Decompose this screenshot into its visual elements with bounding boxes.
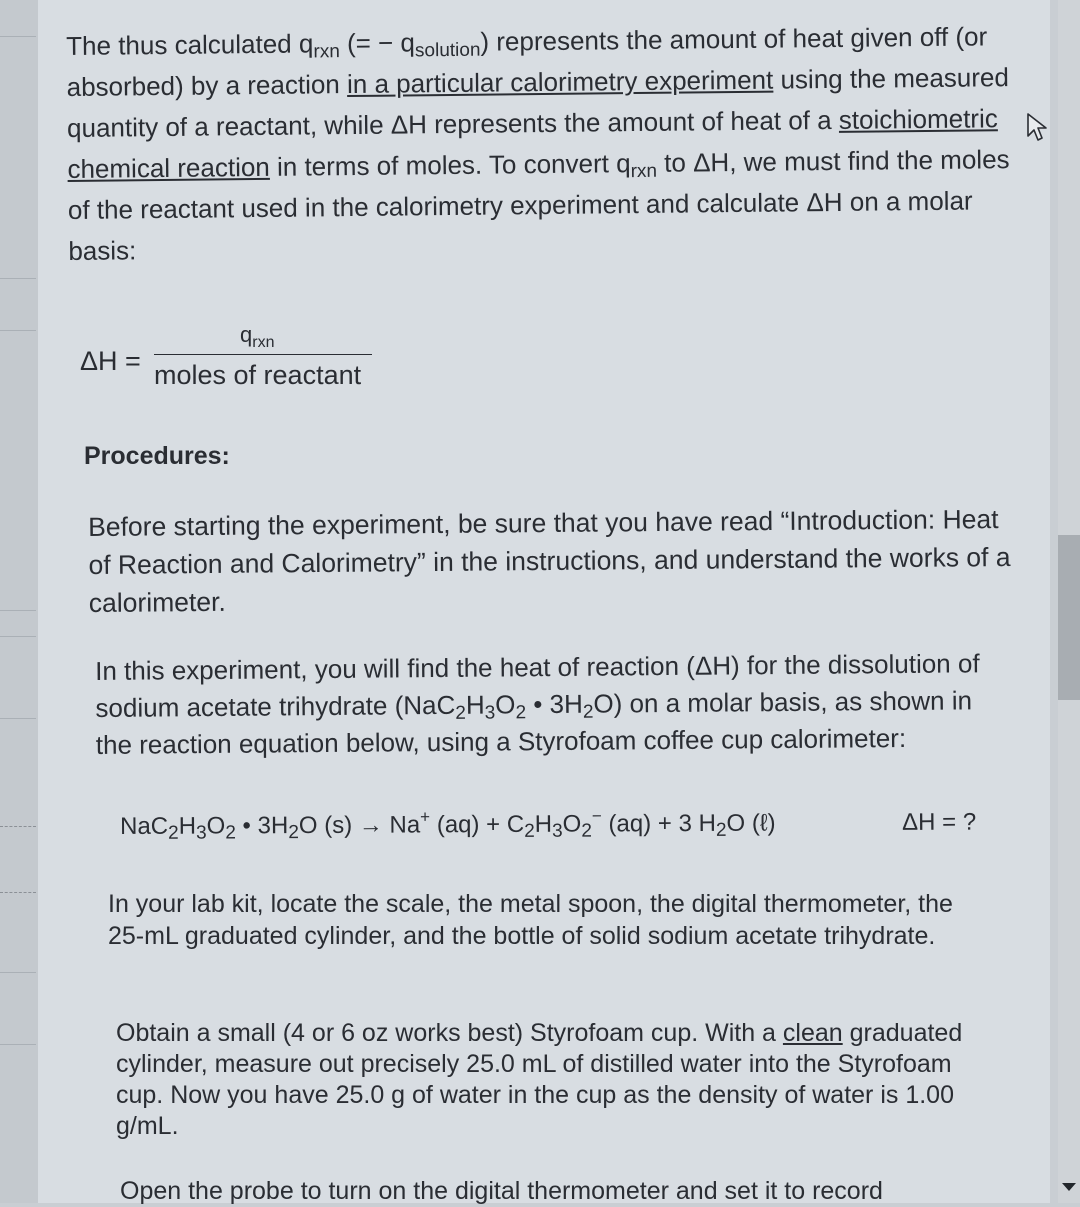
gutter-divider	[0, 718, 36, 719]
formula-denominator: moles of reactant	[154, 360, 362, 390]
gutter-divider	[0, 330, 36, 331]
procedures-heading: Procedures:	[84, 442, 230, 470]
gutter-divider	[0, 636, 36, 637]
fraction-bar	[154, 354, 372, 355]
underlined-phrase: stoichiometric chemical reaction	[67, 103, 998, 184]
gutter-divider	[0, 1044, 36, 1045]
gutter-divider	[0, 892, 36, 893]
obtain-paragraph: Obtain a small (4 or 6 oz works best) Styrofoam cup. With a clean graduated cylinder, measure out precisely 25.0 mL of distilled water into the Styrofoam cup. Now you have 25.0 g of water in the cup as the density of water is 1.00 g/mL.	[116, 1019, 963, 1140]
formula-numerator: $q_{rxn}$	[240, 322, 275, 351]
scrollbar[interactable]	[1058, 0, 1080, 1203]
labkit-paragraph: In your lab kit, locate the scale, the metal spoon, the digital thermometer, the 25-mL graduated cylinder, and the bottle of solid sodium acetate trihydrate.	[108, 890, 953, 950]
mouse-pointer-icon	[1026, 112, 1048, 142]
intro-paragraph: The thus calculated $q_{rxn}$ (= − $q_{solution}$) represents the amount of heat given off (or absorbed) by a reaction in a particular calorimetry experiment using the measured quantity of a reactant, while ΔH represents the amount of heat of a stoichiometric chemical reaction in terms of moles. To convert $q_{rxn}$ to ΔH, we must find the moles of the reactant used in the calorimetry experiment and calculate ΔH on a molar basis:	[66, 21, 1010, 266]
scrollbar-thumb[interactable]	[1058, 535, 1080, 700]
left-gutter	[0, 0, 38, 1203]
before-paragraph: Before starting the experiment, be sure that you have read “Introduction: Heat of Reaction and Calorimetry” in the instructions, and understand the works of a calorimeter.	[88, 504, 1011, 618]
underlined-word: clean	[782, 1019, 843, 1047]
delta-h-formula	[80, 322, 380, 394]
gutter-divider	[0, 610, 36, 611]
gutter-divider	[0, 972, 36, 973]
gutter-divider	[0, 278, 36, 279]
cutoff-paragraph: Open the probe to turn on the digital thermometer and set it to record	[120, 1177, 883, 1205]
gutter-divider	[0, 36, 36, 37]
gutter-divider	[0, 826, 36, 827]
reaction-equation: $NaC_2H_3O_2$ • $3H_2O$ (s) → Na+ $(aq) + C_2H_3O_2^-$ (aq) + 3 $H_2O$ (ℓ) ΔH = ?	[120, 806, 977, 844]
experiment-paragraph: In this experiment, you will find the heat of reaction (ΔH) for the dissolution of sodium acetate trihydrate ($NaC_2H_3O_2$ • $3H_2O$) on a molar basis, as shown in the reaction equation below, using a Styrofoam coffee cup calorimeter:	[95, 648, 980, 760]
formula-lhs: ΔH =	[80, 346, 141, 376]
delta-h-unknown: ΔH = ?	[901, 808, 977, 836]
scroll-down-arrow-icon[interactable]	[1062, 1183, 1076, 1191]
underlined-phrase: in a particular calorimetry experiment	[346, 64, 774, 100]
